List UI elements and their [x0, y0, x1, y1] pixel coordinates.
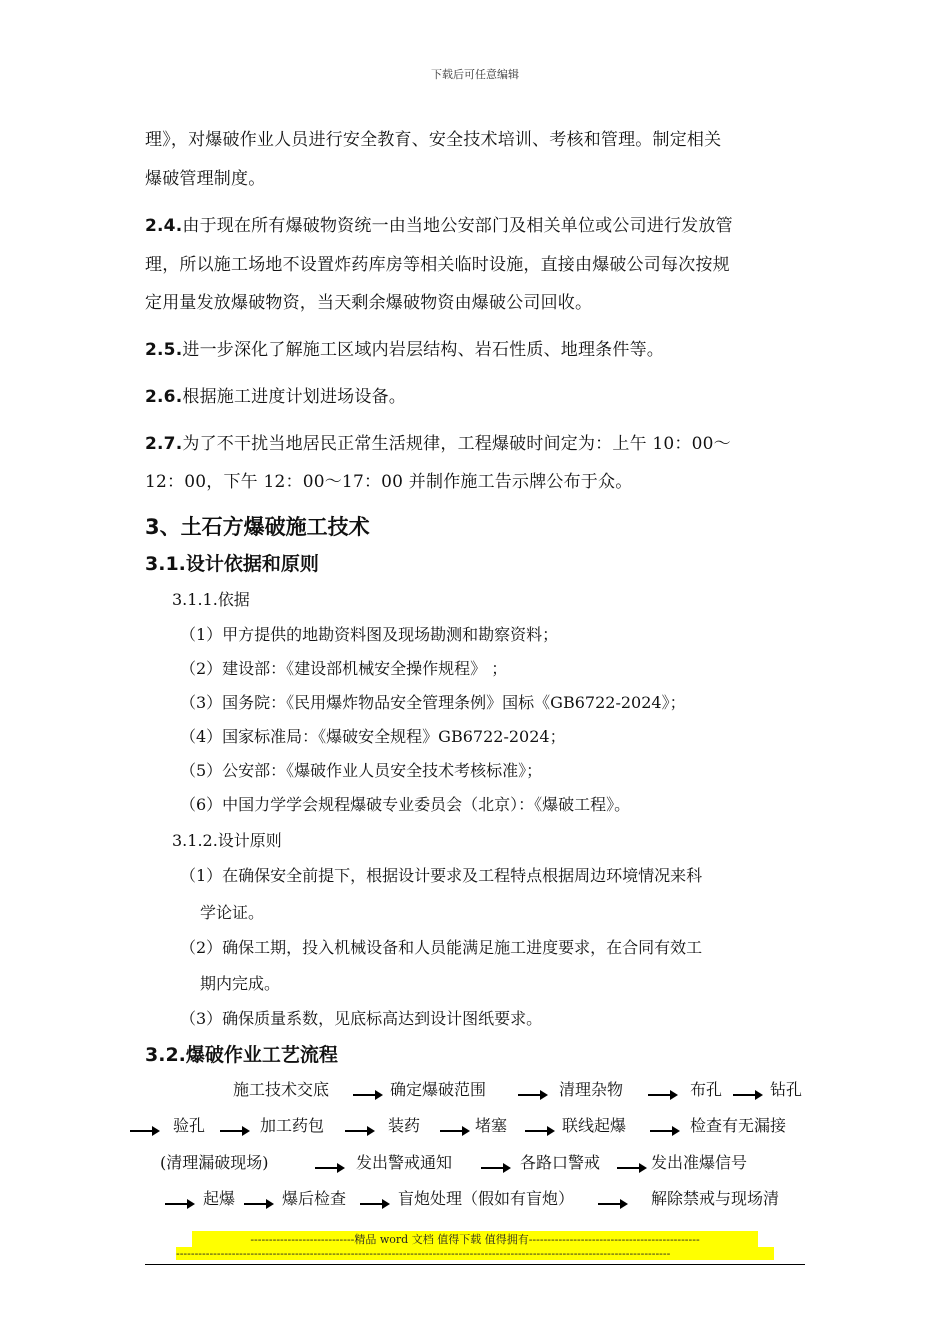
- item-number: 2.7.: [145, 434, 183, 454]
- item-text: 为了不干扰当地居民正常生活规律，工程爆破时间定为：上午 10：00～: [182, 434, 731, 454]
- arrow-right-icon: [481, 1163, 511, 1173]
- footer-banner: ----------------------------精品 word 文档 值得下载 值得拥有----------------------------------------------: [192, 1231, 758, 1247]
- flow-step: 堵塞: [475, 1116, 508, 1135]
- arrow-right-icon: [130, 1126, 160, 1136]
- principle-item-cont: 学论证。: [200, 903, 265, 922]
- item-text: 由于现在所有爆破物资统一由当地公安部门及相关单位或公司进行发放管: [182, 216, 733, 236]
- intro-line-2: 爆破管理制度。: [145, 169, 266, 189]
- arrow-right-icon: [244, 1199, 274, 1209]
- item-2-6: [145, 382, 406, 407]
- intro-line-1: 理》，对爆破作业人员进行安全教育、安全技术培训、考核和管理。制定相关: [145, 130, 722, 150]
- section-3-1-1-heading: 3.1.1.依据: [172, 590, 250, 609]
- item-2-4-line-2: 理，所以施工场地不设置炸药库房等相关临时设施，直接由爆破公司每次按规: [145, 255, 730, 275]
- item-number: 2.6.: [145, 387, 183, 407]
- flow-step: 加工药包: [260, 1116, 325, 1135]
- section-3-heading: 3、土石方爆破施工技术: [145, 515, 370, 539]
- flow-step: 装药: [388, 1116, 421, 1135]
- flow-step: 爆后检查: [282, 1189, 347, 1208]
- arrow-right-icon: [525, 1126, 555, 1136]
- flow-step: 发出准爆信号: [651, 1153, 748, 1172]
- arrow-right-icon: [345, 1126, 375, 1136]
- arrow-right-icon: [650, 1126, 680, 1136]
- section-3-1-heading: 3.1.设计依据和原则: [145, 553, 319, 575]
- arrow-right-icon: [440, 1126, 470, 1136]
- principle-item: （2）确保工期，投入机械设备和人员能满足施工进度要求，在合同有效工: [180, 938, 703, 957]
- item-number: 2.4.: [145, 216, 183, 236]
- arrow-right-icon: [617, 1163, 647, 1173]
- flow-step: 发出警戒通知: [356, 1153, 453, 1172]
- principle-item: （3）确保质量系数，见底标高达到设计图纸要求。: [180, 1009, 543, 1028]
- flow-step: 清理杂物: [559, 1080, 624, 1099]
- flow-step: 盲炮处理（假如有盲炮）: [398, 1189, 575, 1208]
- basis-item: （2）建设部：《建设部机械安全操作规程》 ；: [180, 659, 508, 678]
- flow-step: (清理漏破现场): [160, 1153, 269, 1172]
- item-2-5: [145, 335, 664, 360]
- arrow-right-icon: [315, 1163, 345, 1173]
- item-text: 进一步深化了解施工区域内岩层结构、岩石性质、地理条件等。: [182, 340, 664, 360]
- basis-item: （5）公安部：《爆破作业人员安全技术考核标准》；: [180, 761, 543, 780]
- footer-rule: [145, 1264, 805, 1265]
- arrow-right-icon: [353, 1090, 383, 1100]
- item-2-4: [145, 211, 733, 236]
- flow-step: 起爆: [203, 1189, 236, 1208]
- flow-step: 检查有无漏接: [690, 1116, 787, 1135]
- flow-step: 确定爆破范围: [390, 1080, 487, 1099]
- section-3-2-heading: 3.2.爆破作业工艺流程: [145, 1044, 338, 1066]
- arrow-right-icon: [598, 1199, 628, 1209]
- flow-step: 施工技术交底: [233, 1080, 330, 1099]
- item-number: 2.5.: [145, 340, 183, 360]
- basis-item: （4）国家标准局：《爆破安全规程》GB6722-2024；: [180, 727, 566, 746]
- flow-step: 布孔: [690, 1080, 723, 1099]
- arrow-right-icon: [648, 1090, 678, 1100]
- item-2-7: [145, 429, 731, 454]
- section-3-1-2-heading: 3.1.2.设计原则: [172, 831, 282, 850]
- principle-item-cont: 期内完成。: [200, 974, 281, 993]
- arrow-right-icon: [518, 1090, 548, 1100]
- principle-item: （1）在确保安全前提下，根据设计要求及工程特点根据周边环境情况来科: [180, 866, 703, 885]
- flow-step: 联线起爆: [562, 1116, 627, 1135]
- item-2-7-line-2: 12：00，下午 12：00～17：00 并制作施工告示牌公布于众。: [145, 472, 633, 492]
- item-2-4-line-3: 定用量发放爆破物资，当天剩余爆破物资由爆破公司回收。: [145, 293, 593, 313]
- footer-dashes: -------------------------------------------------------------------------------------------------------------------------------------: [176, 1247, 774, 1260]
- flow-step: 钻孔: [770, 1080, 803, 1099]
- flow-step: 验孔: [173, 1116, 206, 1135]
- flow-step: 解除禁戒与现场清: [651, 1189, 780, 1208]
- item-text: 根据施工进度计划进场设备。: [182, 387, 406, 407]
- basis-item: （6）中国力学学会规程爆破专业委员会（北京）：《爆破工程》。: [180, 795, 631, 814]
- flow-step: 各路口警戒: [520, 1153, 601, 1172]
- basis-item: （1）甲方提供的地勘资料图及现场勘测和勘察资料；: [180, 625, 559, 644]
- basis-item: （3）国务院：《民用爆炸物品安全管理条例》国标《GB6722-2024》；: [180, 693, 686, 712]
- arrow-right-icon: [165, 1199, 195, 1209]
- arrow-right-icon: [733, 1090, 763, 1100]
- arrow-right-icon: [360, 1199, 390, 1209]
- page-header: 下载后可任意编辑: [431, 68, 519, 81]
- arrow-right-icon: [220, 1126, 250, 1136]
